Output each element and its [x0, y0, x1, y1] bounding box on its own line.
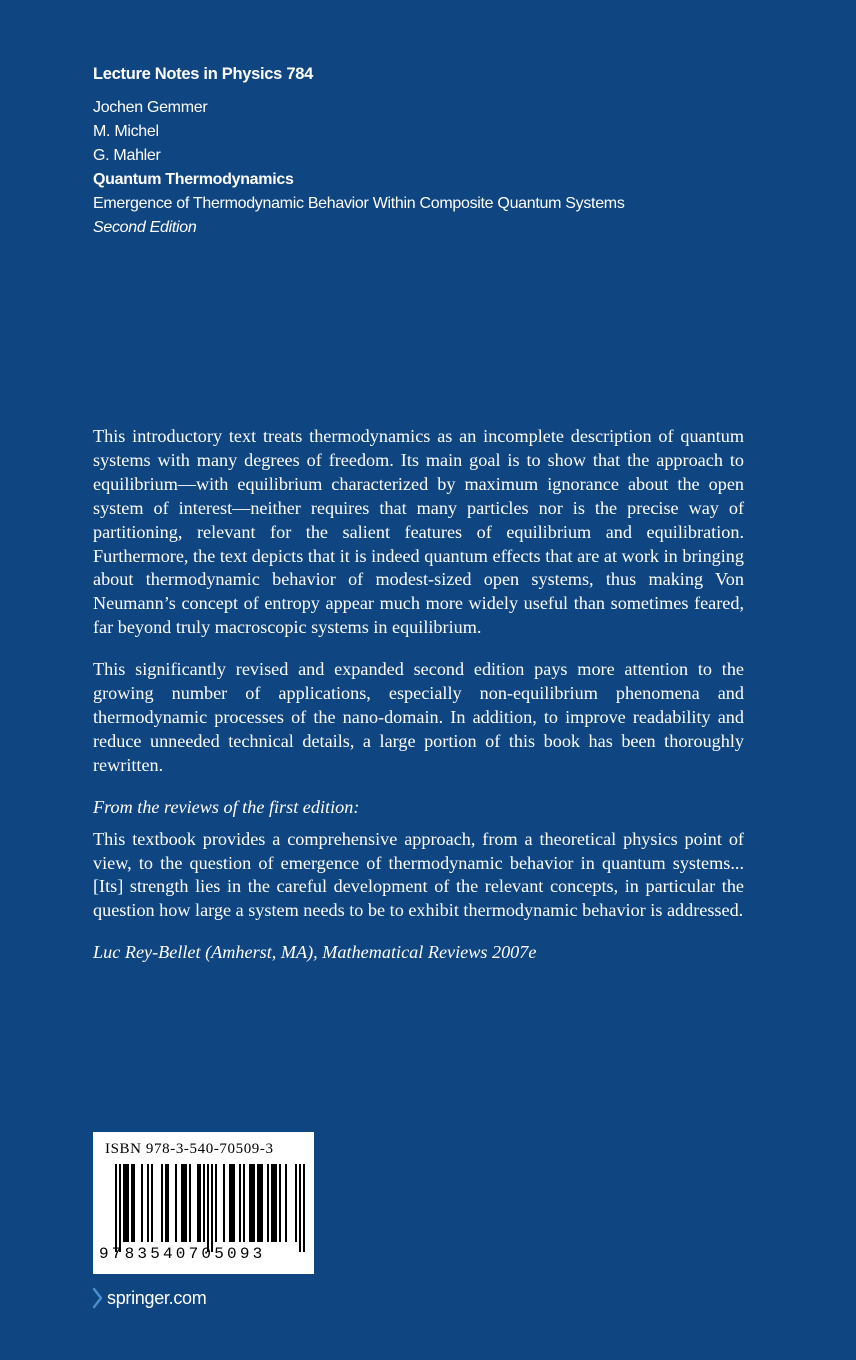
- barcode-bar: [147, 1164, 149, 1242]
- barcode-bar: [183, 1164, 185, 1242]
- barcode-bar: [249, 1164, 251, 1242]
- book-subtitle: Emergence of Thermodynamic Behavior Within Composite Quantum Systems: [93, 195, 625, 212]
- series-title: Lecture Notes in Physics 784: [93, 65, 313, 83]
- barcode-bar: [295, 1164, 297, 1242]
- barcode-bar: [141, 1164, 143, 1242]
- barcode-bar: [181, 1164, 183, 1242]
- barcode-bar: [239, 1164, 241, 1242]
- barcode-bar: [231, 1164, 233, 1242]
- book-header: [93, 62, 793, 240]
- barcode-bar: [261, 1164, 263, 1242]
- author-name: G. Mahler: [93, 147, 161, 164]
- review-attribution: Luc Rey-Bellet (Amherst, MA), Mathematical Reviews 2007e: [93, 942, 537, 963]
- isbn-barcode: [93, 1132, 314, 1274]
- description-paragraph: This introductory text treats thermodynamics as an incomplete description of quantum systems with many degrees of freedom. Its main goal is to show that the approach to equilibrium—with equilibrium characterized by maximum ignorance about the open system of interest—neither requires that many particles nor is the precise way of partitioning, relevant for the salient features of equilibrium and equilibration. Furthermore, the text depicts that it is indeed quantum effects that are at work in bringing about thermodynamic behavior of modest-sized open systems, thus making Von Neumann’s concept of entropy appear much more widely useful than sometimes feared, far beyond truly macroscopic systems in equilibrium.: [93, 426, 744, 638]
- review-quote: This textbook provides a comprehensive approach, from a theoretical physics point of view, to the question of emergence of thermodynamic behavior in quantum systems... [Its] strength lies in the careful development of the relevant concepts, in particular the question how large a system needs to be to exhibit thermodynamic behavior is addressed.: [93, 828, 744, 921]
- author-name: Jochen Gemmer: [93, 99, 208, 116]
- barcode-bar: [243, 1164, 245, 1242]
- chevron-right-icon: [92, 1287, 104, 1309]
- description-paragraph: This significantly revised and expanded second edition pays more attention to the growing number of applications, especially non-equilibrium phenomena and thermodynamic processes of the nano-domain. In addition, to improve readability and reduce unneeded technical details, a large portion of this book has been thoroughly rewritten.: [93, 659, 744, 775]
- barcode-bar: [259, 1164, 261, 1242]
- barcode-bar: [151, 1164, 153, 1242]
- barcode-bar: [203, 1164, 205, 1242]
- barcode-bar: [233, 1164, 235, 1242]
- barcode-bar: [189, 1164, 191, 1242]
- barcode-bar: [199, 1164, 201, 1242]
- barcode-bar: [275, 1164, 277, 1242]
- barcode-bar: [161, 1164, 163, 1242]
- barcode-bar: [167, 1164, 169, 1242]
- author-name: M. Michel: [93, 123, 159, 140]
- barcode-bar: [175, 1164, 177, 1242]
- barcode-bar: [123, 1164, 125, 1242]
- isbn-label: ISBN 978-3-540-70509-3: [105, 1141, 274, 1157]
- barcode-bar: [303, 1164, 305, 1252]
- publisher-website: springer.com: [107, 1287, 207, 1308]
- barcode-bar: [267, 1164, 269, 1242]
- barcode-bar: [207, 1164, 209, 1252]
- barcode-bar: [131, 1164, 133, 1242]
- barcode-bar: [127, 1164, 129, 1242]
- barcode-bar: [211, 1164, 213, 1252]
- book-title: Quantum Thermodynamics: [93, 171, 294, 188]
- barcode-bar: [223, 1164, 225, 1242]
- barcode-bar: [299, 1164, 301, 1252]
- blurb: [93, 425, 744, 983]
- barcode-bar: [185, 1164, 187, 1242]
- barcode-bar: [125, 1164, 127, 1242]
- barcode-bar: [271, 1164, 273, 1242]
- barcode-bar: [253, 1164, 255, 1242]
- barcode-bar: [251, 1164, 253, 1242]
- reviews-heading: From the reviews of the first edition:: [93, 796, 360, 817]
- barcode-bar: [229, 1164, 231, 1242]
- barcode-bar: [165, 1164, 167, 1242]
- barcode-digits: 9783540705093: [99, 1245, 266, 1263]
- edition-label: Second Edition: [93, 219, 197, 236]
- publisher-link[interactable]: [92, 1285, 206, 1311]
- barcode-bar: [257, 1164, 259, 1242]
- barcode-bar: [133, 1164, 135, 1242]
- barcode-bar: [285, 1164, 287, 1242]
- barcode-bar: [119, 1164, 121, 1252]
- barcode-bar: [215, 1164, 217, 1242]
- barcode-bar: [197, 1164, 199, 1242]
- barcode-bar: [273, 1164, 275, 1242]
- barcode-bar: [279, 1164, 281, 1242]
- barcode-bar: [115, 1164, 117, 1252]
